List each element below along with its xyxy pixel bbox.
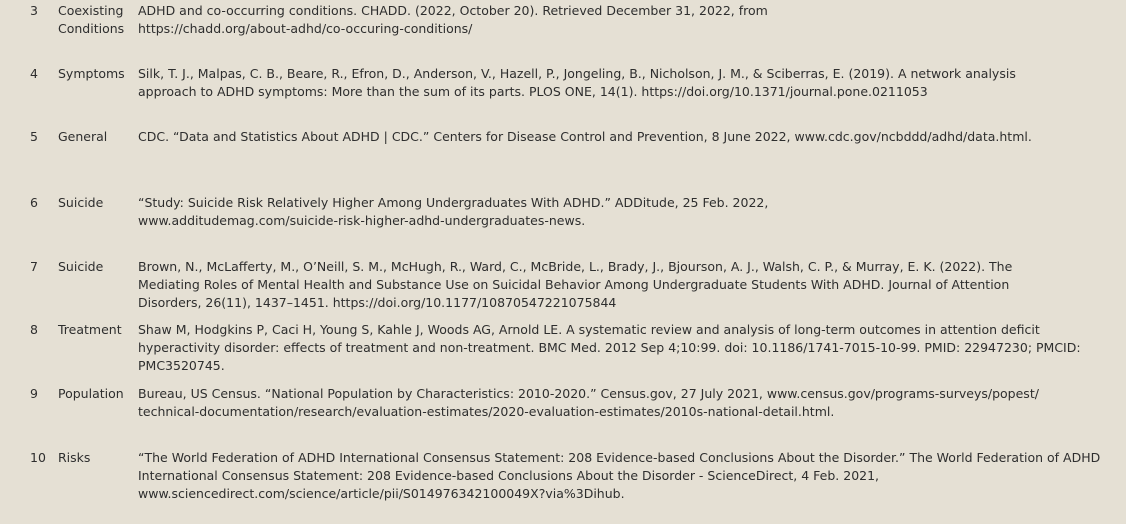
reference-number: 6: [30, 195, 38, 210]
reference-citation: Shaw M, Hodgkins P, Caci H, Young S, Kahle J, Woods AG, Arnold LE. A systematic review and analysis of long-term outcomes in attention deficit hyperactivity disorder: effects of treatment and non-treatment. BMC Med. 2012 Sep 4;10:99. doi: 10.1186/1741-7015-10-99. PMID: 22947230; PMCID: PMC3520745.: [138, 322, 1081, 373]
reference-number: 4: [30, 66, 38, 81]
reference-category: Suicide: [58, 259, 104, 274]
reference-category: General: [58, 129, 108, 144]
reference-number: 8: [30, 322, 38, 337]
reference-citation: ADHD and co-occurring conditions. CHADD. (2022, October 20). Retrieved December 31, 2022, from https://chadd.org/about-adhd/co-occuring-conditions/: [138, 3, 768, 36]
reference-citation: CDC. “Data and Statistics About ADHD | CDC.” Centers for Disease Control and Prevention, 8 June 2022, www.cdc.gov/ncbddd/adhd/data.html.: [138, 129, 1032, 144]
reference-number: 3: [30, 3, 38, 18]
reference-category: Population: [58, 386, 124, 401]
reference-category: Suicide: [58, 195, 104, 210]
reference-category: Risks: [58, 450, 91, 465]
reference-citation: “Study: Suicide Risk Relatively Higher Among Undergraduates With ADHD.” ADDitude, 25 Feb. 2022, www.additudemag.com/suicide-risk-higher-adhd-undergraduates-news.: [138, 195, 769, 228]
reference-citation: Brown, N., McLafferty, M., O’Neill, S. M., McHugh, R., Ward, C., McBride, L., Brady, J., Bjourson, A. J., Walsh, C. P., & Murray, E. K. (2022). The Mediating Roles of Mental Health and Substance Use on Suicidal Behavior Among Undergraduate Students With ADHD. Journal of Attention Disorders, 26(11), 1437–1451. https://doi.org/10.1177/10870547221075844: [138, 259, 1013, 310]
reference-citation: Silk, T. J., Malpas, C. B., Beare, R., Efron, D., Anderson, V., Hazell, P., Jongeling, B., Nicholson, J. M., & Sciberras, E. (2019). A network analysis approach to ADHD symptoms: More than the sum of its parts. PLOS ONE, 14(1). https://doi.org/10.1371/journal.pone.0211053: [138, 66, 1016, 99]
reference-number: 10: [30, 450, 46, 465]
reference-number: 9: [30, 386, 38, 401]
reference-category: Symptoms: [58, 66, 125, 81]
reference-number: 7: [30, 259, 38, 274]
reference-citation: “The World Federation of ADHD International Consensus Statement: 208 Evidence-based Conclusions About the Disorder.” The World Federation of ADHD International Consensus Statement: 208 Evidence-based Conclusions About the Disorder - ScienceDirect, 4 Feb. 2021, www.sciencedirect.com/science/article/pii/S014976342100049X?via%3Dihub.: [138, 450, 1101, 501]
reference-number: 5: [30, 129, 38, 144]
reference-citation: Bureau, US Census. “National Population by Characteristics: 2010-2020.” Census.gov, 27 July 2021, www.census.gov/programs-surveys/popest/ technical-documentation/research/evaluation-estimates/2020-evaluation-estimates/2010s-national-detail.html.: [138, 386, 1039, 419]
reference-category: Coexisting Conditions: [58, 3, 125, 36]
reference-category: Treatment: [58, 322, 122, 337]
